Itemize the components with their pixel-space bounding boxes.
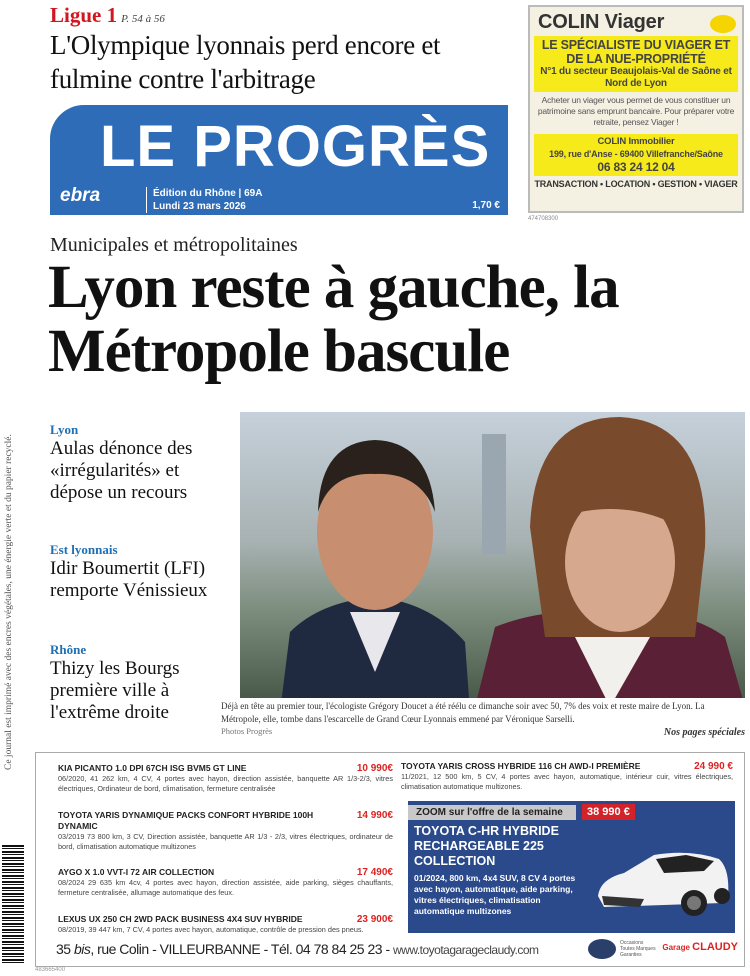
lead-supertitle: Municipales et métropolitaines: [50, 234, 298, 256]
brief-headline: Thizy les Bourgs première ville à l'extrême droite: [50, 658, 180, 723]
barcode: [2, 845, 24, 965]
fnaim-badge-icon: [710, 15, 736, 33]
address-bis: bis: [73, 941, 91, 957]
brief-kicker: Rhône: [50, 642, 87, 657]
special-pages-link[interactable]: Nos pages spéciales: [663, 726, 745, 738]
garage-name: CLAUDY: [692, 941, 738, 953]
man-portrait: [280, 412, 470, 698]
car-name: TOYOTA YARIS CROSS HYBRIDE 116 CH AWD-I PREMIÈRE: [401, 761, 641, 771]
edition-info: [146, 187, 262, 213]
car-list-left: [58, 763, 393, 935]
toyota-logo-icon: [588, 939, 616, 959]
car-name: TOYOTA YARIS DYNAMIQUE PACKS CONFORT HYBRIDE 100H DYNAMIC: [58, 809, 314, 831]
brief-item[interactable]: [50, 542, 230, 602]
lead-photo[interactable]: [240, 412, 745, 698]
ad-company: COLIN Immobilier: [597, 136, 675, 147]
offer-title: TOYOTA C-HR HYBRIDE RECHARGEABLE 225 COLLECTION: [414, 824, 559, 868]
garage-claudy-ad[interactable]: [35, 752, 745, 967]
car-desc: 08/2024 29 635 km 4cv, 4 portes avec hayon, direction assistée, aide parking, sièges chauffants, fermeture centralisée, allumage automatique des feux.: [58, 878, 393, 898]
car-desc: 03/2019 73 800 km, 3 CV, Direction assistée, banquette AR 1/3 - 2/3, vitres électriques, ordinateur de bord, climatisation automatique multizones: [58, 831, 393, 851]
lead-headline[interactable]: Lyon reste à gauche, la Métropole bascule: [48, 254, 619, 385]
car-image: [594, 841, 732, 921]
address-text: , rue Colin - VILLEURBANNE - Tél. 04 78 84 25 23 -: [90, 941, 393, 957]
car-listing: [58, 914, 393, 935]
ad-title: COLIN Viager: [538, 11, 665, 33]
car-desc: 06/2020, 41 262 km, 4 CV, 4 portes avec hayon, direction assistée, banquette AR 1/3-2/3, vitres électriques, Ordinateur de bord, climatisation, fermeture centralisée: [58, 774, 393, 793]
woman-portrait: [475, 412, 745, 698]
masthead: [50, 105, 508, 215]
weekly-offer: [408, 801, 735, 933]
caption-text: Déjà en tête au premier tour, l'écologiste Grégory Doucet a été réélu ce dimanche soir avec 50, 7% des voix et reste maire de Lyon. La Métropole, elle, tombe dans l'escarcelle de Grand Cœur Lyonnais emmené par Véronique Sarselli.: [221, 701, 705, 724]
brief-item[interactable]: [50, 422, 230, 504]
section-kicker[interactable]: [50, 3, 165, 28]
car-price: 14 990€: [356, 809, 393, 821]
colin-viager-ad[interactable]: [528, 5, 744, 213]
ad-code: 474708300: [528, 216, 559, 222]
garage-address: [56, 941, 539, 957]
brief-kicker: Lyon: [50, 422, 79, 437]
address-number: 35: [56, 941, 74, 957]
car-list-right: [401, 761, 733, 792]
section-label: Ligue 1: [50, 3, 118, 27]
car-desc: 11/2021, 12 500 km, 5 CV, 4 portes avec hayon, automatique, intérieur cuir, vitres électriques, climatisation automatique multizones.: [401, 772, 733, 791]
car-price: 10 990€: [356, 763, 393, 774]
car-name: KIA PICANTO 1.0 DPI 67CH ISG BVM5 GT LINE: [58, 763, 247, 773]
car-name: LEXUS UX 250 CH 2WD PACK BUSINESS 4X4 SUV HYBRIDE: [58, 913, 303, 924]
car-desc: 08/2019, 39 447 km, 7 CV, 4 portes avec hayon, automatique, contrôle de pression des pneus.: [58, 924, 364, 934]
car-listing: [58, 810, 393, 852]
photo-credit: Photos Progrès: [221, 726, 273, 736]
masthead-logo: LE PROGRÈS: [100, 114, 491, 179]
car-listing: [58, 763, 393, 794]
eco-notice: Ce journal est imprimé avec des encres végétales, une énergie verte et du papier recyclé.: [4, 434, 14, 771]
ad-headline: LE SPÉCIALISTE DU VIAGER ET DE LA NUE-PROPRIÉTÉ: [541, 38, 731, 66]
garage-prefix: Garage: [662, 943, 693, 952]
issue-date: Lundi 23 mars 2026: [153, 201, 246, 212]
brief-kicker: Est lyonnais: [50, 542, 118, 557]
ad-services: TRANSACTION • LOCATION • GESTION • VIAGER: [534, 179, 738, 189]
offer-price: 38 990 €: [582, 804, 635, 820]
ad-phone: 06 83 24 12 04: [597, 160, 675, 174]
car-listing: [401, 761, 733, 792]
garage-logo: [662, 941, 738, 953]
offer-desc: 01/2024, 800 km, 4x4 SUV, 8 CV 4 portes avec hayon, automatique, aide parking, vitres électriques, climatisation automatique multizones: [414, 873, 576, 916]
top-headline[interactable]: L'Olympique lyonnais perd encore et fulmine contre l'arbitrage: [50, 30, 441, 94]
edition: Édition du Rhône | 69A: [153, 188, 263, 199]
ad-address: 199, rue d'Anse - 69400 Villefranche/Saône: [549, 149, 723, 159]
ebra-logo: ebra: [60, 185, 101, 206]
garage-url[interactable]: www.toyotagarageclaudy.com: [393, 943, 539, 957]
car-price: 23 900€: [356, 913, 393, 925]
brief-headline: Aulas dénonce des «irrégularités» et dépose un recours: [50, 438, 193, 503]
brief-headline: Idir Boumertit (LFI) remporte Vénissieux: [50, 558, 208, 601]
car-name: AYGO X 1.0 VVT-I 72 AIR COLLECTION: [58, 867, 215, 878]
brief-item[interactable]: [50, 642, 230, 724]
ad-body: Acheter un viager vous permet de vous constituer un patrimoine sans emprunt bancaire. Pour préparer votre retraite, pensez Viager !: [537, 95, 735, 127]
ad-contact: [534, 134, 738, 176]
offer-label: ZOOM sur l'offre de la semaine: [408, 805, 576, 820]
car-price: 17 490€: [356, 867, 393, 879]
ad-subline: N°1 du secteur Beaujolais-Val de Saône et Nord de Lyon: [540, 66, 732, 89]
car-price: 24 990 €: [694, 761, 733, 772]
toyota-tagline: Occasions Toutes Marques Garanties: [620, 940, 656, 958]
ad-code: 483665400: [35, 967, 66, 973]
ad-highlight: [534, 36, 738, 92]
page-ref: P. 54 à 56: [121, 13, 165, 25]
photo-caption: [221, 700, 745, 738]
car-listing: [58, 867, 393, 898]
price: 1,70 €: [472, 200, 500, 211]
